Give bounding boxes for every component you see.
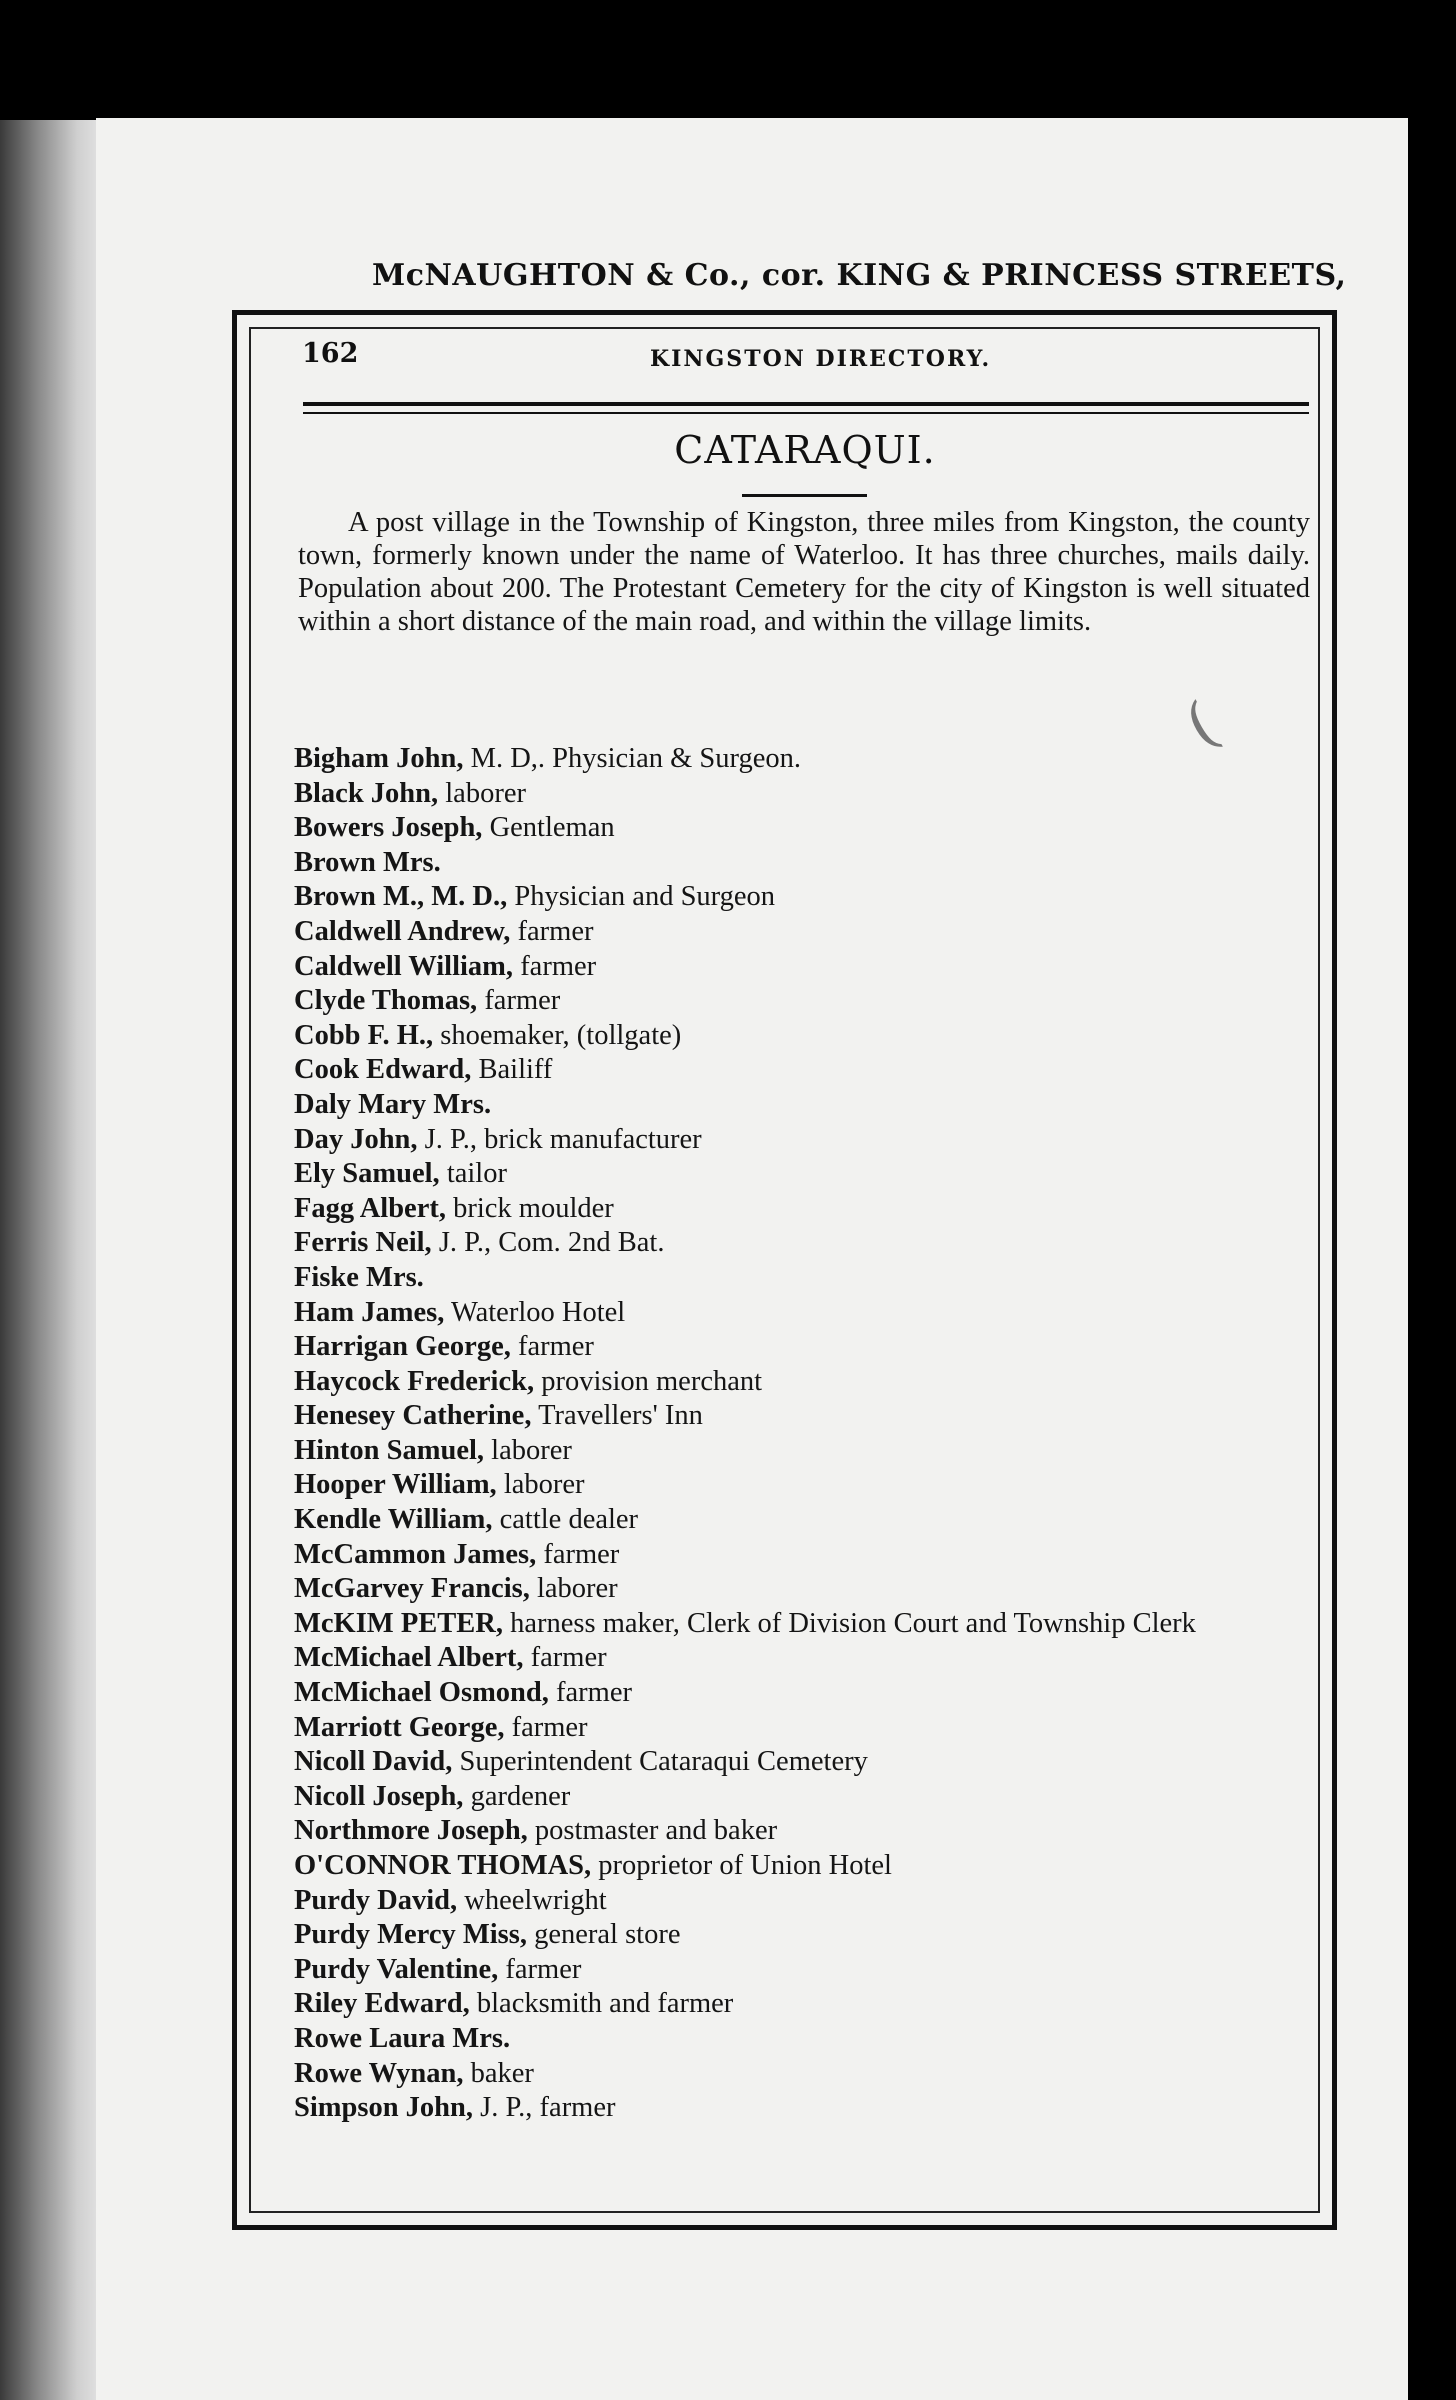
entry-name: Nicoll Joseph, (294, 1780, 464, 1812)
entry-name: McKIM PETER, (294, 1607, 503, 1639)
directory-entry (290, 777, 1310, 812)
entry-description: wheelwright (457, 1884, 607, 1916)
directory-entry (290, 1538, 1310, 1573)
entry-description: harness maker, Clerk of Division Court and Township Clerk (502, 1607, 1196, 1639)
entry-description: farmer (504, 1711, 588, 1743)
entry-name: Rowe Wynan, (294, 2057, 464, 2089)
directory-entry (290, 1468, 1310, 1503)
entry-description: shoemaker, (tollgate) (433, 1019, 682, 1051)
entry-name: Henesey Catherine, (294, 1400, 532, 1432)
directory-entry (290, 1261, 1310, 1296)
entry-description: cattle dealer (492, 1504, 639, 1536)
entry-description: Physician and Surgeon (507, 881, 776, 913)
entry-name: Cook Edward, (294, 1054, 472, 1086)
entry-description: Gentleman (482, 812, 615, 844)
entry-name: McMichael Albert, (294, 1642, 524, 1674)
entry-description: provision merchant (534, 1365, 763, 1397)
directory-entry (290, 1226, 1310, 1261)
entry-name: Purdy David, (294, 1884, 458, 1916)
entry-description: J. P., farmer (473, 2092, 616, 2124)
entry-name: Caldwell Andrew, (294, 915, 511, 947)
entry-description: farmer (498, 1953, 582, 1985)
entry-description: postmaster and baker (527, 1815, 778, 1847)
directory-entry (290, 1434, 1310, 1469)
entry-description: brick moulder (445, 1192, 614, 1224)
directory-entry (290, 1330, 1310, 1365)
entry-description: farmer (536, 1538, 620, 1570)
page-number: 162 (302, 338, 359, 369)
directory-entry (290, 1676, 1310, 1711)
directory-entry (290, 1641, 1310, 1676)
directory-entry (290, 880, 1310, 915)
directory-entry (290, 1296, 1310, 1331)
book-spine (0, 120, 110, 2400)
entry-description: farmer (523, 1642, 607, 1674)
pencil-mark: ( (1174, 688, 1230, 762)
directory-entry (290, 1849, 1310, 1884)
entry-description: farmer (548, 1677, 632, 1709)
entry-name: Rowe Laura Mrs. (294, 2022, 511, 2054)
directory-entry (290, 1365, 1310, 1400)
entry-name: Ferris Neil, (294, 1227, 432, 1259)
entry-name: Purdy Mercy Miss, (294, 1919, 527, 1951)
entry-name: Simpson John, (294, 2092, 474, 2124)
directory-entry (290, 2091, 1310, 2126)
directory-entry (290, 742, 1310, 777)
header-rule-top (303, 402, 1309, 406)
directory-entry (290, 1088, 1310, 1123)
entry-name: McCammon James, (294, 1538, 537, 1570)
title-underline (742, 494, 867, 497)
entry-description: gardener (463, 1780, 571, 1812)
directory-entry (290, 1780, 1310, 1815)
directory-entry (290, 2057, 1310, 2092)
directory-entry (290, 1918, 1310, 1953)
entry-name: Bigham John, (294, 743, 464, 774)
entry-name: Brown Mrs. (294, 846, 441, 878)
entry-description: tailor (439, 1158, 507, 1190)
entry-name: Northmore Joseph, (294, 1815, 528, 1847)
entry-name: Riley Edward, (294, 1988, 470, 2020)
intro-paragraph: A post village in the Township of Kingston, three miles from Kingston, the county town, formerly known under the name of Waterloo. It has three churches, mails daily. Population about 200. The Protestant Cemetery for the city of Kingston is well situated within a short distance of the main road, and within the village limits. (298, 507, 1310, 637)
entry-name: Harrigan George, (294, 1331, 511, 1363)
entry-description: Superintendent Cataraqui Cemetery (452, 1746, 868, 1778)
entry-name: O'CONNOR THOMAS, (294, 1850, 592, 1881)
entry-name: Kendle William, (294, 1504, 493, 1536)
directory-entry (290, 984, 1310, 1019)
entry-description: Travellers' Inn (531, 1400, 703, 1432)
entry-name: Cobb F. H., (294, 1019, 434, 1051)
entry-name: Brown M., M. D., (294, 881, 508, 913)
entry-description: laborer (529, 1573, 618, 1605)
entry-description: laborer (438, 777, 526, 809)
directory-entry (290, 1745, 1310, 1780)
directory-entry (290, 1711, 1310, 1746)
entry-name: Haycock Frederick, (294, 1365, 535, 1397)
entry-description: Waterloo Hotel (444, 1296, 626, 1328)
directory-entry (290, 1399, 1310, 1434)
section-title: CATARAQUI. (674, 428, 936, 472)
directory-entry (290, 1192, 1310, 1227)
entry-description: J. P., Com. 2nd Bat. (431, 1227, 665, 1259)
entry-name: Daly Mary Mrs. (294, 1088, 492, 1120)
entry-name: Clyde Thomas, (294, 985, 478, 1017)
entry-description: general store (526, 1919, 681, 1951)
directory-entry (290, 811, 1310, 846)
entry-name: Black John, (294, 777, 439, 809)
directory-entry (290, 1884, 1310, 1919)
running-head: McNAUGHTON & Co., cor. KING & PRINCESS STREETS, (372, 258, 1347, 293)
entry-name: Day John, (294, 1123, 418, 1155)
entry-description: M. D,. Physician & Surgeon. (463, 743, 802, 774)
entry-name: Hooper William, (294, 1469, 497, 1501)
entry-description: farmer (513, 950, 597, 982)
directory-entry (290, 1123, 1310, 1158)
entry-name: Ely Samuel, (294, 1158, 440, 1190)
entry-name: Marriott George, (294, 1711, 505, 1743)
directory-entry (290, 1157, 1310, 1192)
entry-description: laborer (484, 1434, 572, 1466)
entry-description: J. P., brick manufacturer (417, 1123, 702, 1155)
entry-description: farmer (510, 1331, 594, 1363)
entry-name: Purdy Valentine, (294, 1953, 499, 1985)
entry-name: Bowers Joseph, (294, 812, 483, 844)
entry-name: Hinton Samuel, (294, 1434, 485, 1466)
directory-title: KINGSTON DIRECTORY. (650, 346, 992, 372)
entry-description: farmer (477, 985, 561, 1017)
entry-description: farmer (510, 915, 594, 947)
entry-description: blacksmith and farmer (469, 1988, 734, 2020)
entry-name: McGarvey Francis, (294, 1573, 530, 1605)
directory-entry (290, 915, 1310, 950)
entry-name: McMichael Osmond, (294, 1677, 549, 1709)
directory-entry (290, 1503, 1310, 1538)
entry-name: Caldwell William, (294, 950, 514, 982)
directory-entry (290, 1572, 1310, 1607)
entry-name: Fiske Mrs. (294, 1261, 424, 1293)
header-rule-bottom (303, 412, 1309, 414)
entry-description: laborer (496, 1469, 585, 1501)
directory-entry (290, 950, 1310, 985)
directory-entries (290, 742, 1310, 2126)
directory-entry (290, 846, 1310, 881)
entry-name: Ham James, (294, 1296, 445, 1328)
entry-description: proprietor of Union Hotel (591, 1850, 892, 1881)
entry-name: Nicoll David, (294, 1746, 453, 1778)
entry-description: Bailiff (471, 1054, 553, 1086)
directory-entry (290, 1953, 1310, 1988)
directory-entry (290, 2022, 1310, 2057)
directory-entry (290, 1019, 1310, 1054)
entry-description: baker (463, 2057, 534, 2089)
entry-name: Fagg Albert, (294, 1192, 446, 1224)
directory-entry (290, 1987, 1310, 2022)
directory-entry (290, 1053, 1310, 1088)
directory-entry (290, 1814, 1310, 1849)
directory-entry (290, 1607, 1310, 1642)
